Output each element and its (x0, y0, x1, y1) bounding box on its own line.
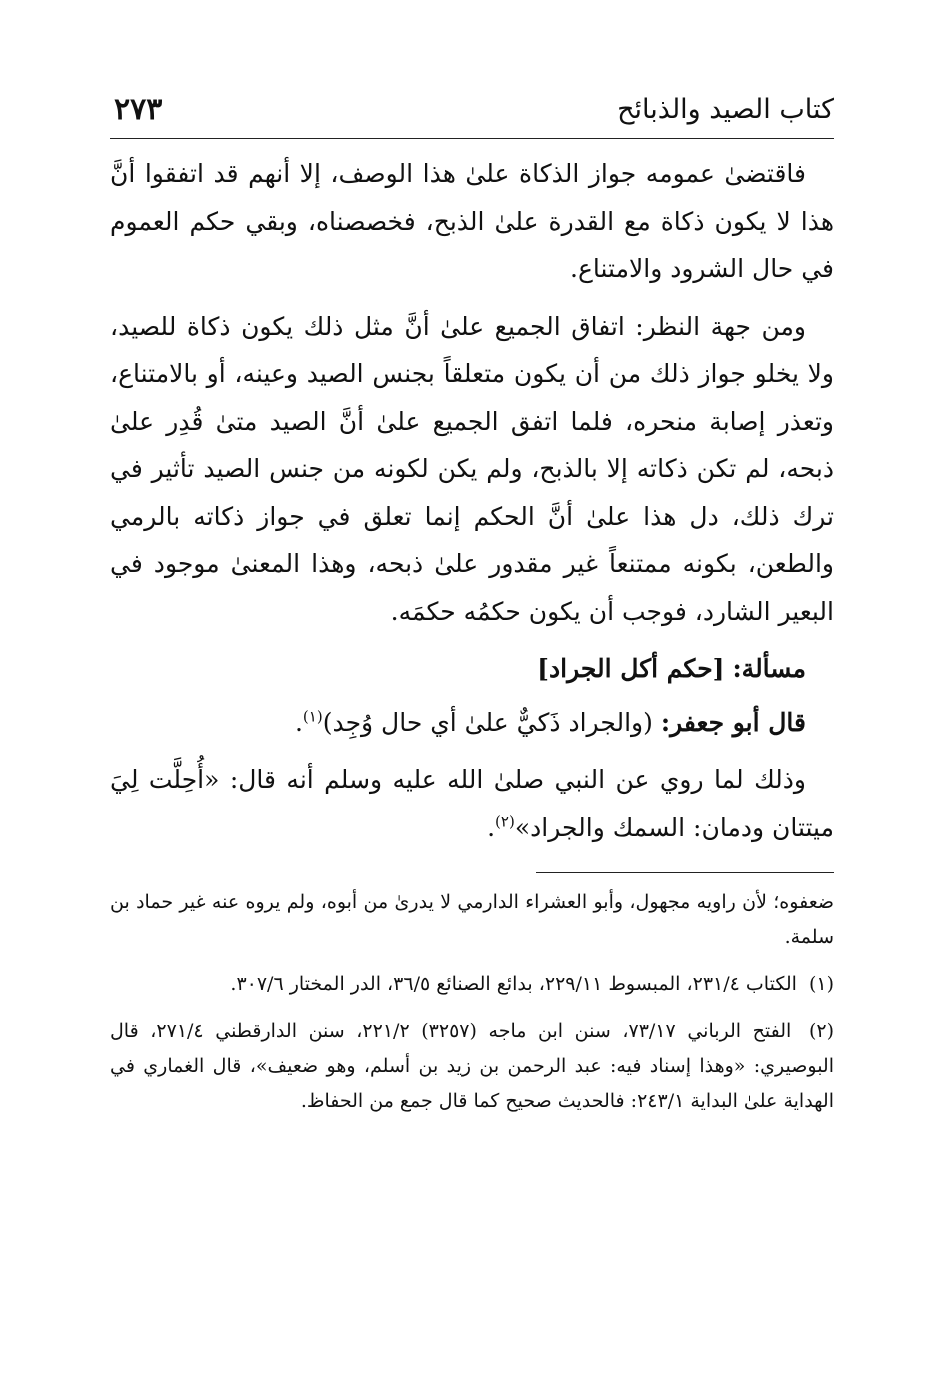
page-header (110, 82, 834, 139)
footnote-2 (110, 1014, 834, 1119)
paragraph-3 (110, 756, 834, 851)
footnote-ref-1[interactable]: (١) (302, 707, 323, 726)
footnote-1 (110, 967, 834, 1002)
running-title: كتاب الصيد والذبائح (617, 94, 834, 125)
footnote-ref-2[interactable]: (٢) (495, 812, 515, 831)
hadith-end: . (487, 812, 496, 842)
section-title: [حكم أكل الجراد] (537, 654, 725, 683)
footnote-2-number: (٢) (808, 1020, 835, 1042)
paragraph-2: ومن جهة النظر: اتفاق الجميع علىٰ أنَّ مثل ذلك يكون ذكاة للصيد، ولا يخلو جواز ذلك من أن يكون متعلقاً بجنس الصيد وعينه، أو بالامتناع، وتعذر إصابة منحره، فلما اتفق الجميع علىٰ أنَّ الصيد متىٰ قُدِر علىٰ ذبحه، لم تكن ذكاته إلا بالذبح، ولم يكن لكونه من جنس الصيد تأثير في ترك ذلك، دل هذا علىٰ أنَّ الحكم إنما تعلق في جواز ذكاته بالرمي والطعن، بكونه ممتنعاً غير مقدور علىٰ ذبحه، وهذا المعنىٰ موجود في البعير الشارد، فوجب أن يكون حكمُه حكمَه. (110, 311, 834, 626)
footnote-1-number: (١) (808, 973, 834, 995)
footnotes-section (110, 885, 834, 1131)
footnote-separator (536, 872, 834, 873)
hadith-text: وذلك لما روي عن النبي صلىٰ الله عليه وسلم أنه قال: «أُحِلَّت لِيَ ميتتان ودمان: السمك والجراد» (110, 765, 834, 842)
paragraph-1: فاقتضىٰ عمومه جواز الذكاة علىٰ هذا الوصف، إلا أنهم قد اتفقوا أنَّ هذا لا يكون ذكاة مع القدرة علىٰ الذبح، فخصصناه، وبقي حكم العموم في حال الشرود والامتناع. (110, 159, 834, 283)
section-label: مسألة: (732, 654, 806, 683)
statement-end: . (294, 707, 303, 737)
speaker-name: قال أبو جعفر: (660, 707, 806, 737)
footnote-1-text: الكتاب ٢٣١/٤، المبسوط ٢٢٩/١١، بدائع الصنائع ٣٦/٥، الدر المختار ٣٠٧/٦. (230, 973, 797, 995)
footnote-2-text: الفتح الرباني ٧٣/١٧، سنن ابن ماجه (٣٢٥٧) ٢٢١/٢، سنن الدارقطني ٢٧١/٤، قال البوصيري: «وهذا إسناد فيه: عبد الرحمن بن زيد بن أسلم، وهو ضعيف»، قال الغماري في الهداية علىٰ البداية ٢٤٣/١: فالحديث صحيح كما قال جمع من الحفاظ. (110, 1020, 834, 1112)
page-number: ٢٧٣ (114, 92, 163, 127)
footnote-continuation: ضعفوه؛ لأن راويه مجهول، وأبو العشراء الدارمي لا يدرىٰ من أبوه، ولم يروه عنه غير حماد بن سلمة. (110, 891, 834, 948)
main-text (110, 150, 834, 857)
statement-text: (والجراد ذَكيٌّ علىٰ أي حال وُجِد) (322, 707, 653, 737)
section-heading (110, 645, 834, 693)
quoted-statement (110, 699, 834, 747)
